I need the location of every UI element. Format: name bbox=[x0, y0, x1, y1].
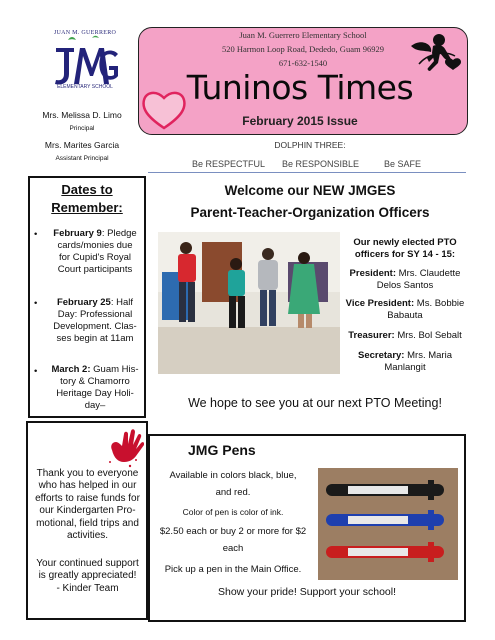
bullet-icon: • bbox=[34, 366, 38, 377]
issue-label: February 2015 Issue bbox=[242, 114, 358, 128]
cupid-icon bbox=[405, 30, 467, 78]
date-item-1: February 9: Pledge cards/monies due for Cupid's Royal Court participants bbox=[53, 228, 137, 275]
school-name: Juan M. Guerrero Elementary School bbox=[239, 30, 367, 40]
officer-president: President: Mrs. Claudette Delos Santos bbox=[349, 268, 461, 291]
thank-you-signature: Your continued support is greatly appreciated! - Kinder Team bbox=[36, 558, 139, 594]
assistant-principal-role: Assistant Principal bbox=[55, 155, 109, 162]
officer-treasurer: Treasurer: Mrs. Bol Sebalt bbox=[348, 330, 462, 341]
pto-officers-photo bbox=[158, 232, 340, 374]
school-address: 520 Harmon Loop Road, Dededo, Guam 96929 bbox=[222, 44, 384, 54]
dates-title-line2: Remember: bbox=[51, 200, 123, 215]
date-item-3: March 2: Guam His- tory & Chamorro Heritage Day Holi- day– bbox=[51, 364, 139, 411]
school-values bbox=[170, 159, 470, 171]
pens-price-line1: $2.50 each or buy 2 or more for $2 bbox=[159, 526, 307, 537]
value-responsible: Be RESPONSIBLE bbox=[282, 159, 360, 169]
pens-colors-line1: Available in colors black, blue, bbox=[169, 470, 297, 481]
school-phone: 671-632-1540 bbox=[278, 58, 328, 68]
date-item-2: February 25: Half Day: Professional Development. Clas- ses begin at 11am bbox=[53, 297, 137, 344]
date-item-3-date: March 2: bbox=[51, 364, 91, 375]
newsletter-title: Tuninos Times bbox=[186, 68, 414, 107]
date-item-2-date: February 25 bbox=[56, 297, 111, 308]
pens-title: JMG Pens bbox=[188, 442, 256, 458]
logo-arc-text: JUAN M. GUERRERO bbox=[53, 30, 117, 36]
officer-vice-president: Vice President: Ms. Bobbie Babauta bbox=[345, 298, 465, 321]
pens-photo bbox=[318, 468, 458, 580]
value-safe: Be SAFE bbox=[384, 159, 422, 169]
dates-title bbox=[30, 181, 144, 217]
pens-ink-note: Color of pen is color of ink. bbox=[182, 507, 284, 517]
divider-line bbox=[148, 172, 466, 173]
welcome-line2: Parent-Teacher-Organization Officers bbox=[190, 205, 430, 220]
welcome-line1: Welcome our NEW JMGES bbox=[224, 183, 396, 198]
principal-role: Principal bbox=[69, 125, 95, 132]
pens-colors-line2: and red. bbox=[215, 487, 251, 498]
logo-sub-text: ELEMENTARY SCHOOL bbox=[57, 84, 113, 90]
date-item-1-date: February 9 bbox=[53, 228, 102, 239]
assistant-principal-name: Mrs. Marites Garcia bbox=[44, 140, 120, 150]
bullet-icon: • bbox=[34, 229, 38, 240]
thank-you-message: Thank you to everyone who has helped in our efforts to raise funds for our Kindergarten Pro- motional, field trips and activities. bbox=[35, 468, 140, 542]
pto-meeting-note: We hope to see you at our next PTO Meeting! bbox=[188, 396, 442, 410]
welcome-heading bbox=[160, 180, 460, 224]
principal-name: Mrs. Melissa D. Limo bbox=[42, 110, 122, 120]
officer-secretary: Secretary: Mrs. Maria Manlangit bbox=[358, 350, 452, 373]
bullet-icon: • bbox=[34, 298, 38, 309]
pens-price-line2: each bbox=[222, 543, 244, 554]
handprint-icon bbox=[100, 426, 144, 470]
dates-title-line1: Dates to bbox=[61, 182, 113, 197]
officers-heading: Our newly elected PTO officers for SY 14 - 15: bbox=[353, 237, 457, 260]
heart-icon bbox=[140, 88, 188, 132]
pens-footer: Show your pride! Support your school! bbox=[217, 586, 396, 598]
value-respectful: Be RESPECTFUL bbox=[192, 159, 266, 169]
dolphin-three-label: DOLPHIN THREE: bbox=[274, 140, 346, 150]
pens-pickup: Pick up a pen in the Main Office. bbox=[164, 564, 302, 575]
